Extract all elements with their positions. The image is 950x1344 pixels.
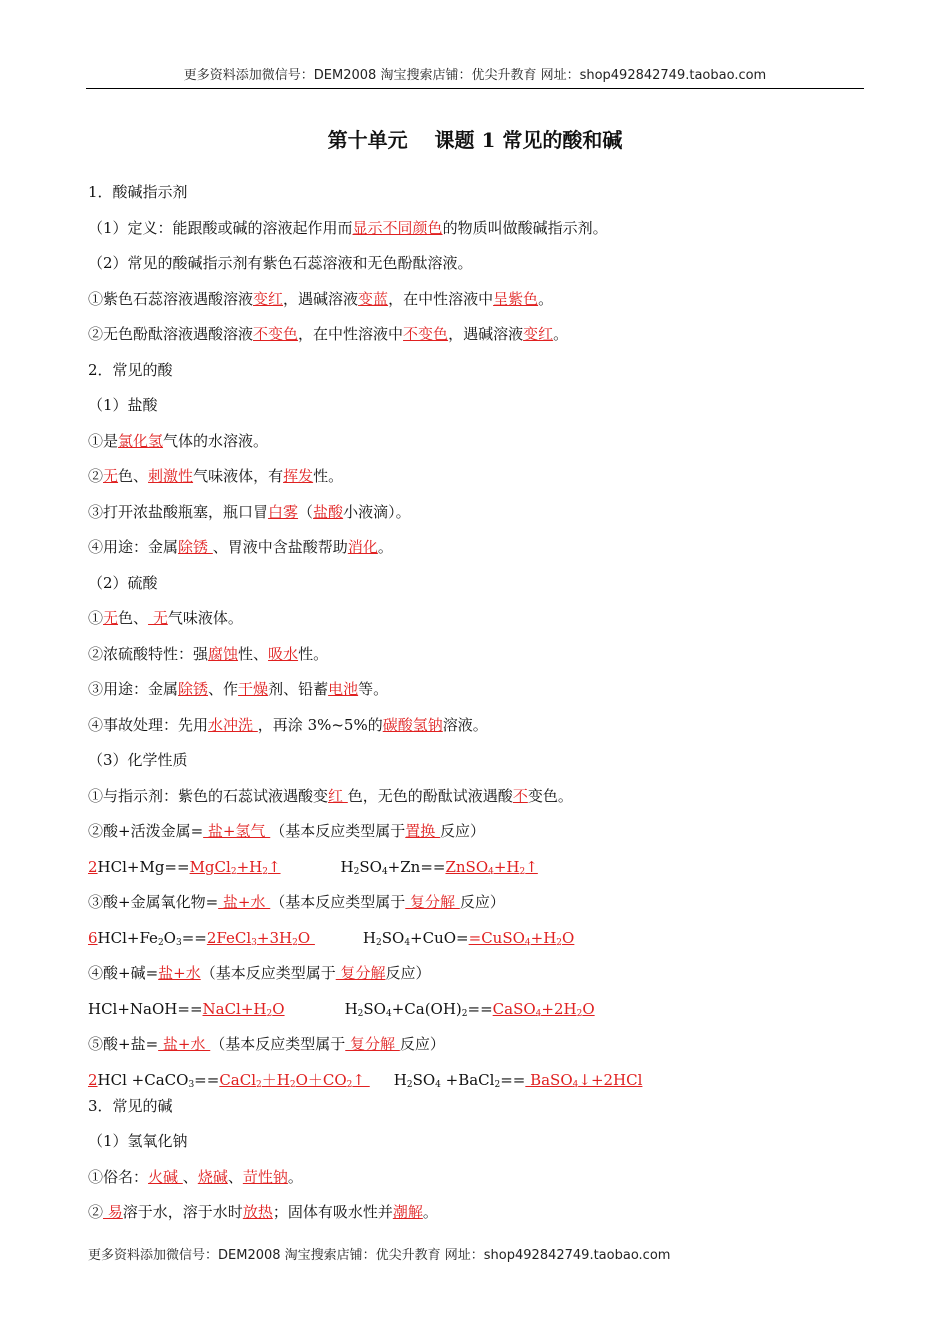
indicator-definition: （1）定义：能跟酸或碱的溶液起作用而显示不同颜色的物质叫做酸碱指示剂。 bbox=[88, 218, 608, 237]
h2so4-line-3: ③用途：金属除锈、作干燥剂、铅蓄电池等。 bbox=[88, 680, 389, 698]
coefficient: 6 bbox=[88, 928, 98, 947]
answer: 复分解 bbox=[405, 893, 460, 911]
h2so4-line-1: ①无色、 无气味液体。 bbox=[88, 609, 243, 627]
answer: 变蓝 bbox=[358, 289, 389, 308]
answer: $=CuSO_4+H_2O$ bbox=[468, 928, 575, 948]
chem-line-3: ③酸+金属氧化物= 盐+水 （基本反应类型属于 复分解 反应） bbox=[88, 893, 505, 911]
page-title: 第十单元 课题 1 常见的酸和碱 bbox=[327, 128, 623, 152]
equation-line-2: $6HCl+Fe_2O_3==2FeCl_3+3H_2O$ $H_2SO_4+CuO==CuSO_4+H_2O$ bbox=[88, 928, 575, 948]
section-3-heading: 3．常见的碱 bbox=[88, 1096, 173, 1115]
hcl-heading: （1）盐酸 bbox=[88, 396, 158, 414]
chem-line-2: ②酸+活泼金属= 盐+氢气 （基本反应类型属于置换 反应） bbox=[88, 822, 486, 840]
answer: 盐+水 bbox=[218, 893, 271, 911]
answer: 苛性钠 bbox=[242, 1167, 288, 1186]
answer: 火碱 bbox=[148, 1167, 183, 1186]
answer: 水冲洗 bbox=[208, 715, 258, 734]
equation-line-3: $HCl+NaOH==NaCl+H_2O$ $H_2SO_4+Ca(OH)_2==CaSO_4+2H_2O$ bbox=[88, 999, 595, 1019]
chem-line-5: ⑤酸+盐= 盐+水 （基本反应类型属于 复分解 反应） bbox=[88, 1035, 445, 1053]
answer: 显示不同颜色 bbox=[352, 218, 443, 237]
answer: 不 bbox=[512, 786, 528, 805]
answer: 无 bbox=[103, 467, 119, 485]
answer: 氯化氢 bbox=[118, 431, 164, 450]
answer: 干燥 bbox=[238, 680, 269, 698]
section-2-heading: 2．常见的酸 bbox=[88, 360, 173, 379]
equation-line-4: $2HCl +CaCO_3==CaCl_2+H_2O+CO_2↑$ $H_2SO_4$ +BaCl$_2$== BaSO$_4$↓+2HCl bbox=[88, 1070, 643, 1090]
naoh-heading: （1）氢氧化钠 bbox=[88, 1132, 188, 1150]
hcl-line-3: ③打开浓盐酸瓶塞，瓶口冒白雾（盐酸小液滴）。 bbox=[88, 502, 411, 521]
answer: 变红 bbox=[253, 289, 284, 308]
answer: 复分解 bbox=[345, 1035, 400, 1053]
answer: 盐酸 bbox=[313, 502, 344, 521]
answer: 不变色 bbox=[403, 325, 449, 343]
answer: $CaSO_4+2H_2O$ bbox=[492, 999, 595, 1019]
naoh-line-1: ①俗名：火碱 、烧碱、苛性钠。 bbox=[88, 1167, 303, 1186]
equation-line-1: $2HCl+Mg==MgCl_2+H_2↑$ $H_2SO_4+Zn==ZnSO_4+H_2↑$ bbox=[88, 857, 538, 877]
chem-props-heading: （3）化学性质 bbox=[88, 751, 188, 769]
answer: $NaCl+H_2O$ bbox=[202, 999, 285, 1019]
answer: 烧碱 bbox=[197, 1167, 228, 1186]
litmus-line: ①紫色石蕊溶液遇酸溶液变红，遇碱溶液变蓝，在中性溶液中呈紫色。 bbox=[88, 289, 554, 308]
answer: 白雾 bbox=[268, 502, 299, 521]
coefficient: 2 bbox=[88, 1070, 98, 1089]
h2so4-line-4: ④事故处理：先用水冲洗 ，再涂 3%~5%的碳酸氢钠溶液。 bbox=[88, 715, 488, 734]
answer: 除锈 bbox=[178, 680, 209, 698]
answer: 放热 bbox=[242, 1203, 273, 1221]
answer: 潮解 bbox=[392, 1203, 423, 1221]
naoh-line-2: ② 易溶于水，溶于水时放热；固体有吸水性并潮解。 bbox=[88, 1203, 438, 1221]
answer: $ZnSO_4+H_2↑$ bbox=[445, 857, 538, 877]
page-header: 更多资料添加微信号：DEM2008 淘宝搜索店铺：优尖升教育 网址：shop492842749.taobao.com bbox=[86, 66, 864, 89]
h2so4-line-2: ②浓硫酸特性：强腐蚀性、吸水性。 bbox=[88, 644, 329, 663]
answer: 不变色 bbox=[253, 325, 299, 343]
answer: 易 bbox=[103, 1203, 123, 1221]
answer: 电池 bbox=[328, 680, 359, 698]
phenolphthalein-line: ②无色酚酞溶液遇酸溶液不变色，在中性溶液中不变色，遇碱溶液变红。 bbox=[88, 325, 569, 343]
answer: 消化 bbox=[347, 538, 378, 556]
page-footer: 更多资料添加微信号：DEM2008 淘宝搜索店铺：优尖升教育 网址：shop492842749.taobao.com bbox=[88, 1248, 671, 1263]
answer: 碳酸氢钠 bbox=[382, 715, 443, 734]
hcl-line-4: ④用途：金属除锈 、胃液中含盐酸帮助消化。 bbox=[88, 538, 393, 556]
answer: BaSO$_4$↓+2HCl bbox=[525, 1070, 643, 1090]
answer: 盐+氢气 bbox=[203, 822, 271, 840]
answer: $CaCl_2+H_2O+CO_2↑$ bbox=[219, 1070, 370, 1090]
answer: 吸水 bbox=[268, 644, 299, 663]
answer: 盐+水 bbox=[158, 964, 201, 982]
answer: 置换 bbox=[405, 822, 441, 840]
answer: 红 bbox=[328, 786, 348, 805]
answer: 刺激性 bbox=[148, 467, 194, 485]
h2so4-heading: （2）硫酸 bbox=[88, 573, 158, 592]
section-1-heading: 1．酸碱指示剂 bbox=[88, 183, 188, 201]
answer: 腐蚀 bbox=[208, 644, 239, 663]
coefficient: 2 bbox=[88, 857, 98, 876]
common-indicators: （2）常见的酸碱指示剂有紫色石蕊溶液和无色酚酞溶液。 bbox=[88, 254, 473, 272]
answer: 除锈 bbox=[178, 538, 213, 556]
answer: 变红 bbox=[523, 325, 554, 343]
answer: $MgCl_2+H_2↑$ bbox=[189, 857, 281, 877]
answer: 挥发 bbox=[283, 467, 314, 485]
answer: 复分解 bbox=[335, 964, 386, 982]
chem-line-4: ④酸+碱=盐+水（基本反应类型属于 复分解反应） bbox=[88, 964, 431, 982]
document-body bbox=[88, 178, 868, 1234]
hcl-line-1: ①是氯化氢气体的水溶液。 bbox=[88, 431, 269, 450]
answer: 无 bbox=[103, 609, 119, 627]
hcl-line-2: ②无色、刺激性气味液体，有挥发性。 bbox=[88, 467, 344, 485]
answer: $2FeCl_3+3H_2O$ bbox=[206, 928, 315, 948]
chem-line-1: ①与指示剂：紫色的石蕊试液遇酸变红 色，无色的酚酞试液遇酸不变色。 bbox=[88, 786, 573, 805]
answer: 无 bbox=[148, 609, 168, 627]
answer: 盐+水 bbox=[158, 1035, 211, 1053]
answer: 呈紫色 bbox=[493, 289, 539, 308]
